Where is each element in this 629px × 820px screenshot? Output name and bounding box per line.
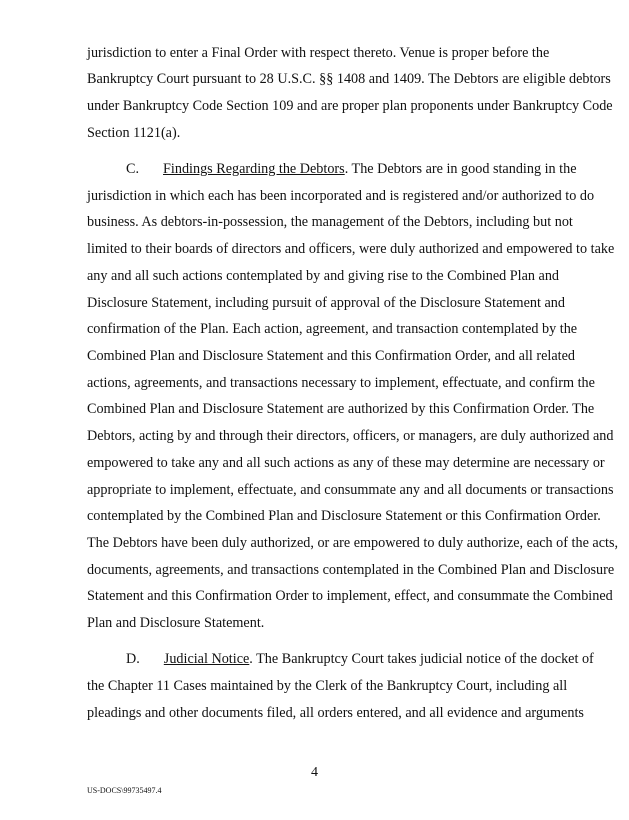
text-line: the Chapter 11 Cases maintained by the Clerk of the Bankruptcy Court, including all	[87, 678, 568, 694]
text-line: documents, agreements, and transactions contemplated in the Combined Plan and Disclosure	[87, 562, 615, 578]
text-line: Debtors, acting by and through their directors, officers, or managers, are duly authorized and	[87, 428, 614, 444]
text-line: Plan and Disclosure Statement.	[87, 615, 265, 631]
text-line: confirmation of the Plan. Each action, agreement, and transaction contemplated by the	[87, 321, 578, 337]
document-id: US-DOCS\99735497.4	[87, 786, 162, 795]
text-line: contemplated by the Combined Plan and Disclosure Statement or this Confirmation Order.	[87, 508, 601, 524]
section-c-text: . The Debtors are in good standing in the	[344, 161, 577, 177]
text-line: Bankruptcy Court pursuant to 28 U.S.C. §§ 1408 and 1409. The Debtors are eligible debtors	[87, 71, 611, 87]
text-line: pleadings and other documents filed, all orders entered, and all evidence and arguments	[87, 705, 584, 721]
text-line: empowered to take any and all such actions as any of these may determine are necessary or	[87, 455, 605, 471]
section-d-text: . The Bankruptcy Court takes judicial notice of the docket of	[249, 651, 594, 667]
text-line: appropriate to implement, effectuate, and consummate any and all documents or transactions	[87, 482, 614, 498]
section-c-first-line	[126, 161, 577, 177]
text-line: jurisdiction in which each has been incorporated and is registered and/or authorized to do	[87, 188, 595, 204]
text-line: any and all such actions contemplated by and giving rise to the Combined Plan and	[87, 268, 560, 284]
section-d-first-line	[126, 651, 594, 667]
section-d-heading: Judicial Notice	[163, 651, 250, 667]
text-line: Combined Plan and Disclosure Statement and this Confirmation Order, and all related	[87, 348, 575, 364]
text-line: under Bankruptcy Code Section 109 and are proper plan proponents under Bankruptcy Code	[87, 98, 613, 114]
text-line: jurisdiction to enter a Final Order with respect thereto. Venue is proper before the	[87, 45, 550, 61]
text-line: actions, agreements, and transactions necessary to implement, effectuate, and confirm the	[87, 375, 595, 391]
text-line: Statement and this Confirmation Order to implement, effect, and consummate the Combined	[87, 588, 613, 604]
section-c-heading: Findings Regarding the Debtors	[163, 161, 345, 177]
text-line: Combined Plan and Disclosure Statement are authorized by this Confirmation Order. The	[87, 401, 595, 417]
page-number: 4	[311, 765, 318, 780]
section-c-letter: C.	[126, 161, 140, 177]
text-line: business. As debtors-in-possession, the management of the Debtors, including but not	[87, 214, 573, 230]
text-line: limited to their boards of directors and officers, were duly authorized and empowered to take	[87, 241, 615, 257]
section-d-letter: D.	[126, 651, 140, 667]
text-line: Section 1121(a).	[87, 125, 181, 141]
text-line: Disclosure Statement, including pursuit of approval of the Disclosure Statement and	[87, 295, 565, 311]
text-line: The Debtors have been duly authorized, or are empowered to duly authorize, each of the acts,	[87, 535, 619, 551]
